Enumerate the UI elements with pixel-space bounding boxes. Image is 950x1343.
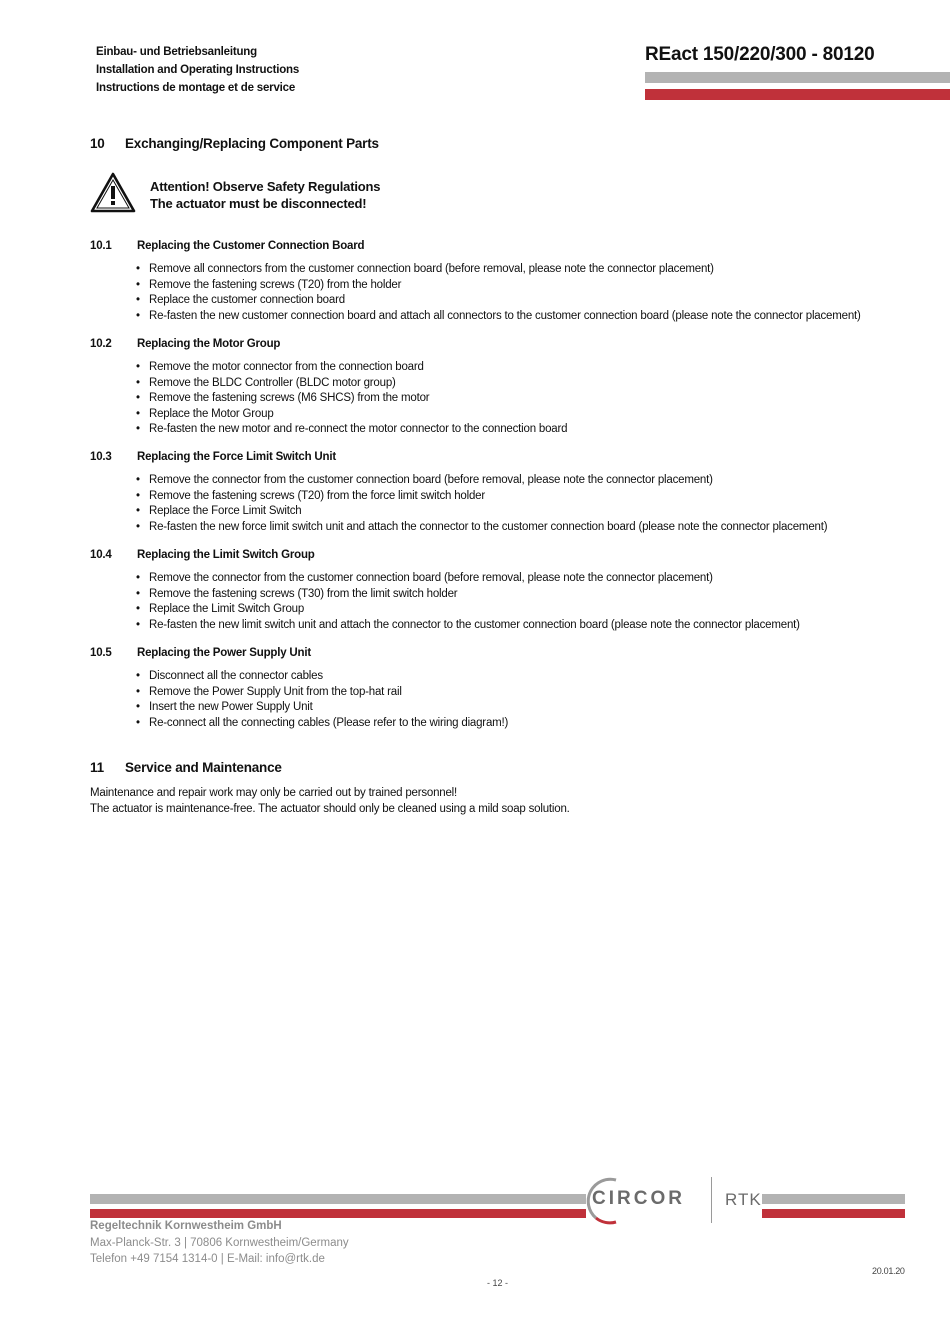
header-line-fr: Instructions de montage et de service (96, 82, 296, 94)
list-item: • Disconnect all the connector cables (136, 669, 508, 685)
document-date: 20.01.20 (872, 1266, 905, 1276)
circor-logo: CIRCOR (592, 1188, 685, 1209)
paragraph-line-2: The actuator is maintenance-free. The actuator should only be cleaned using a mild soap solution. (90, 802, 570, 815)
warning-line-2: The actuator must be disconnected! (150, 195, 367, 211)
list-item: • Re-fasten the new force limit switch unit and attach the connector to the customer connection board (please note the connector placement) (136, 520, 827, 536)
maintenance-paragraph (90, 786, 570, 817)
subsection-title: Replacing the Customer Connection Board (137, 240, 365, 252)
warning-line-1: Attention! Observe Safety Regulations (150, 179, 381, 194)
company-name: Regeltechnik Kornwestheim GmbH (90, 1220, 282, 1232)
subsection-10-2-heading (90, 338, 280, 350)
footer-red-bar (90, 1209, 586, 1218)
list-item: • Remove the connector from the customer connection board (before removal, please note the connector placement) (136, 571, 800, 587)
subsection-title: Replacing the Force Limit Switch Unit (137, 451, 336, 463)
list-item: • Remove the fastening screws (T30) from the limit switch holder (136, 587, 800, 603)
subsection-title: Replacing the Motor Group (137, 338, 281, 350)
doc-title: REact 150/220/300 - 80120 (645, 44, 875, 65)
subsection-10-3-list (136, 473, 827, 535)
subsection-number: 10.1 (90, 240, 112, 252)
footer-gray-bar-right (762, 1194, 905, 1204)
header-line-de: Einbau- und Betriebsanleitung (96, 46, 257, 58)
header-red-bar (645, 89, 950, 100)
section-number: 11 (90, 760, 104, 775)
subsection-title: Replacing the Limit Switch Group (137, 549, 315, 561)
list-item: • Replace the Force Limit Switch (136, 504, 827, 520)
subsection-number: 10.2 (90, 338, 112, 350)
list-item: • Re-fasten the new customer connection board and attach all connectors to the customer connection board (please note the connector placement) (136, 309, 861, 325)
subsection-10-5-list (136, 669, 508, 731)
subsection-10-1-list (136, 262, 861, 324)
warning-message (150, 179, 380, 212)
company-address: Max-Planck-Str. 3 | 70806 Kornwestheim/Germany (90, 1237, 349, 1249)
logo-divider (711, 1177, 712, 1223)
section-title: Service and Maintenance (125, 760, 282, 775)
list-item: • Re-fasten the new limit switch unit and attach the connector to the customer connection board (please note the connector placement) (136, 618, 800, 634)
rtk-logo: RTK (725, 1190, 762, 1209)
subsection-number: 10.3 (90, 451, 112, 463)
subsection-number: 10.5 (90, 647, 112, 659)
paragraph-line-1: Maintenance and repair work may only be carried out by trained personnel! (90, 787, 458, 799)
list-item: • Replace the Limit Switch Group (136, 602, 800, 618)
list-item: • Replace the Motor Group (136, 407, 567, 423)
section-11-heading (90, 760, 282, 775)
section-10-heading (90, 136, 379, 151)
subsection-number: 10.4 (90, 549, 112, 561)
company-contact: Telefon +49 7154 1314-0 | E-Mail: info@rtk.de (90, 1253, 325, 1265)
section-number: 10 (90, 136, 105, 151)
list-item: • Remove the fastening screws (T20) from the force limit switch holder (136, 489, 827, 505)
list-item: • Re-connect all the connecting cables (Please refer to the wiring diagram!) (136, 716, 508, 732)
footer-red-bar-right (762, 1209, 905, 1218)
list-item: • Remove the motor connector from the connection board (136, 360, 567, 376)
subsection-10-4-list (136, 571, 800, 633)
page-number: - 12 - (487, 1278, 509, 1288)
list-item: • Insert the new Power Supply Unit (136, 700, 508, 716)
subsection-title: Replacing the Power Supply Unit (137, 647, 311, 659)
warning-triangle-icon (90, 171, 136, 214)
list-item: • Re-fasten the new motor and re-connect the motor connector to the connection board (136, 422, 567, 438)
subsection-10-1-heading (90, 240, 364, 252)
list-item: • Remove the fastening screws (T20) from the holder (136, 278, 861, 294)
list-item: • Replace the customer connection board (136, 293, 861, 309)
list-item: • Remove all connectors from the customer connection board (before removal, please note the connector placement) (136, 262, 861, 278)
subsection-10-4-heading (90, 549, 315, 561)
header-line-en: Installation and Operating Instructions (96, 64, 300, 76)
list-item: • Remove the fastening screws (M6 SHCS) from the motor (136, 391, 567, 407)
list-item: • Remove the connector from the customer connection board (before removal, please note the connector placement) (136, 473, 827, 489)
footer-gray-bar (90, 1194, 586, 1204)
subsection-10-2-list (136, 360, 567, 438)
header-gray-bar (645, 72, 950, 83)
subsection-10-5-heading (90, 647, 311, 659)
section-title: Exchanging/Replacing Component Parts (125, 136, 379, 151)
list-item: • Remove the BLDC Controller (BLDC motor group) (136, 376, 567, 392)
subsection-10-3-heading (90, 451, 336, 463)
list-item: • Remove the Power Supply Unit from the top-hat rail (136, 685, 508, 701)
